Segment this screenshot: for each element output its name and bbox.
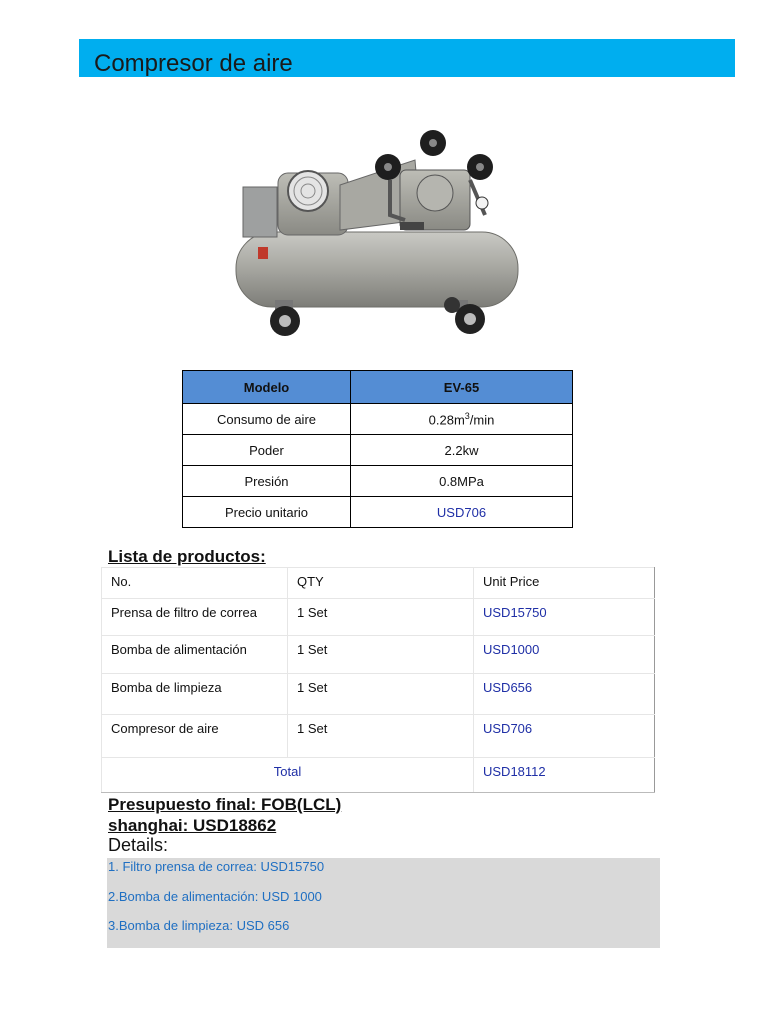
column-header-no: No. xyxy=(102,568,288,599)
product-qty: 1 Set xyxy=(288,674,474,715)
spec-table xyxy=(182,370,573,528)
total-value: USD18112 xyxy=(474,758,655,793)
table-row xyxy=(102,636,655,674)
product-list-table xyxy=(101,567,655,793)
title-banner xyxy=(79,39,735,77)
air-compressor-image xyxy=(230,125,520,340)
final-budget xyxy=(108,794,341,836)
table-row xyxy=(102,599,655,636)
product-name: Prensa de filtro de correa xyxy=(102,599,288,636)
details-item: 2.Bomba de alimentación: USD 1000 xyxy=(108,889,322,904)
details-label: Details: xyxy=(108,835,169,855)
product-price: USD1000 xyxy=(474,636,655,674)
column-header-unit-price: Unit Price xyxy=(474,568,655,599)
spec-value: 2.2kw xyxy=(351,435,573,466)
product-name: Bomba de limpieza xyxy=(102,674,288,715)
page-title: Compresor de aire xyxy=(94,50,293,77)
details-box xyxy=(107,858,660,948)
spec-label: Presión xyxy=(183,466,351,497)
product-price: USD656 xyxy=(474,674,655,715)
product-qty: 1 Set xyxy=(288,715,474,758)
details-item: 3.Bomba de limpieza: USD 656 xyxy=(108,918,290,933)
spec-label: Poder xyxy=(183,435,351,466)
product-price: USD706 xyxy=(474,715,655,758)
spec-header-value: EV-65 xyxy=(351,371,573,404)
product-qty: 1 Set xyxy=(288,636,474,674)
final-budget-line-2: shanghai: USD18862 xyxy=(108,816,277,835)
spec-row xyxy=(183,466,573,497)
spec-row xyxy=(183,435,573,466)
spec-row xyxy=(183,497,573,528)
spec-header-label: Modelo xyxy=(183,371,351,404)
spec-value: 0.8MPa xyxy=(351,466,573,497)
final-budget-line-1: Presupuesto final: FOB(LCL) xyxy=(108,795,342,814)
spec-price-value: USD706 xyxy=(351,497,573,528)
spec-table-header xyxy=(183,371,573,404)
spec-label: Consumo de aire xyxy=(183,404,351,435)
spec-value-tail: /min xyxy=(469,412,495,428)
spec-row xyxy=(183,404,573,435)
table-total-row xyxy=(102,758,655,793)
product-price: USD15750 xyxy=(474,599,655,636)
table-row xyxy=(102,715,655,758)
spec-label: Precio unitario xyxy=(183,497,351,528)
details-item: 1. Filtro prensa de correa: USD15750 xyxy=(108,859,325,874)
total-label: Total xyxy=(102,758,474,793)
spec-value xyxy=(351,404,573,435)
spec-value-sup: 3 xyxy=(464,410,470,421)
spec-value-main: 0.28m xyxy=(428,412,465,428)
column-header-qty: QTY xyxy=(288,568,474,599)
product-name: Compresor de aire xyxy=(102,715,288,758)
table-row xyxy=(102,674,655,715)
table-header-row xyxy=(102,568,655,599)
product-list-title: Lista de productos: xyxy=(108,547,266,566)
product-name: Bomba de alimentación xyxy=(102,636,288,674)
product-qty: 1 Set xyxy=(288,599,474,636)
